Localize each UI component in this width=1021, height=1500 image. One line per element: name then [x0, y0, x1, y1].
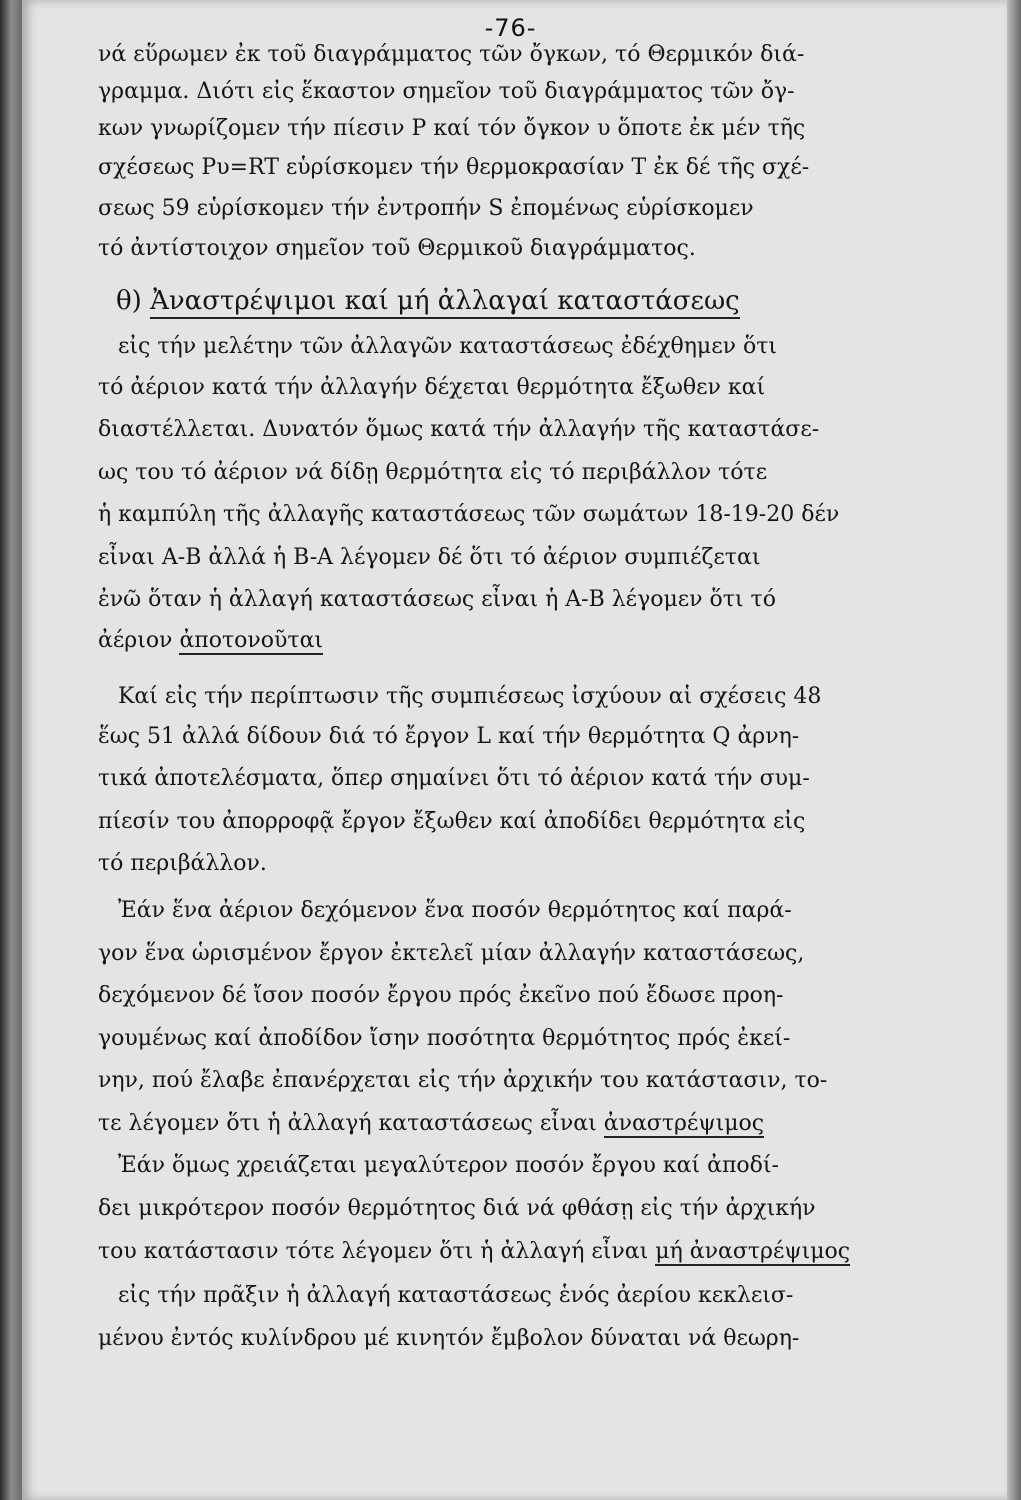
text-line — [98, 1109, 764, 1139]
section-heading-label: θ) — [116, 286, 142, 316]
text-line: εἶναι A-B ἀλλά ἡ B-A λέγομεν δέ ὅτι τό ἀέριον συμπιέζεται — [98, 545, 761, 570]
text-line: τό ἀέριον κατά τήν ἀλλαγήν δέχεται θερμότητα ἔξωθεν καί — [98, 375, 766, 400]
section-heading — [116, 284, 740, 318]
page-right-edge — [1007, 0, 1021, 1500]
text-line: ἐνῶ ὅταν ἡ ἀλλαγή καταστάσεως εἶναι ἡ A-B λέγομεν ὅτι τό — [98, 587, 776, 612]
text-span: τε λέγομεν ὅτι ἡ ἀλλαγή καταστάσεως εἶναι — [98, 1111, 604, 1136]
text-span: ἀέριον — [98, 628, 180, 653]
underlined-term: ἀναστρέψιμος — [603, 1111, 765, 1136]
text-line: μένου ἐντός κυλίνδρου μέ κινητόν ἔμβολον δύναται νά θεωρη- — [98, 1326, 800, 1351]
text-line: γραμμα. Διότι εἰς ἕκαστον σημεῖον τοῦ διαγράμματος τῶν ὄγ- — [98, 79, 795, 104]
text-line: κων γνωρίζομεν τήν πίεσιν P καί τόν ὄγκον υ ὅποτε ἐκ μέν τῆς — [98, 116, 806, 141]
text-line — [98, 626, 323, 656]
text-line — [98, 1237, 850, 1267]
text-span: του κατάστασιν τότε λέγομεν ὅτι ἡ ἀλλαγή εἶναι — [98, 1239, 656, 1264]
section-heading-title: Ἀναστρέψιμοι καί μή ἀλλαγαί καταστάσεως — [150, 286, 740, 319]
text-line: νην, πού ἔλαβε ἐπανέρχεται εἰς τήν ἀρχικήν του κατάστασιν, το- — [98, 1068, 828, 1093]
page-number: -76- — [484, 14, 537, 42]
text-line: εἰς τήν πρᾶξιν ἡ ἀλλαγή καταστάσεως ἑνός ἀερίου κεκλεισ- — [118, 1283, 794, 1308]
text-line: δεχόμενον δέ ἴσον ποσόν ἔργου πρός ἐκεῖνο πού ἔδωσε προη- — [98, 983, 784, 1008]
text-line: γον ἕνα ὡρισμένον ἔργον ἐκτελεῖ μίαν ἀλλαγήν καταστάσεως, — [98, 941, 805, 966]
text-line: ως του τό ἀέριον νά δίδῃ θερμότητα εἰς τό περιβάλλον τότε — [98, 460, 768, 485]
text-line: τό περιβάλλον. — [98, 851, 267, 876]
text-line: σεως 59 εὑρίσκομεν τήν ἐντροπήν S ἐπομένως εὑρίσκομεν — [98, 196, 754, 221]
text-line: διαστέλλεται. Δυνατόν ὅμως κατά τήν ἀλλαγήν τῆς καταστάσε- — [98, 417, 820, 442]
text-line: ἕως 51 ἀλλά δίδουν διά τό ἔργον L καί τήν θερμότητα Q ἀρνη- — [98, 724, 800, 749]
text-line: εἰς τήν μελέτην τῶν ἀλλαγῶν καταστάσεως ἐδέχθημεν ὅτι — [118, 334, 778, 359]
text-line: πίεσίν του ἀπορροφᾷ ἔργον ἔξωθεν καί ἀποδίδει θερμότητα εἰς — [98, 809, 806, 834]
text-line: τό ἀντίστοιχον σημεῖον τοῦ Θερμικοῦ διαγράμματος. — [98, 236, 696, 261]
text-line: ἡ καμπύλη τῆς ἀλλαγῆς καταστάσεως τῶν σωμάτων 18-19-20 δέν — [98, 502, 840, 527]
text-line: Ἐάν ὅμως χρειάζεται μεγαλύτερον ποσόν ἔργου καί ἀποδί- — [118, 1153, 779, 1178]
text-line: γουμένως καί ἀποδίδον ἴσην ποσότητα θερμότητος πρός ἐκεί- — [98, 1026, 791, 1051]
text-line: Ἐάν ἕνα ἀέριον δεχόμενον ἕνα ποσόν θερμότητος καί παρά- — [118, 898, 792, 923]
text-line: τικά ἀποτελέσματα, ὅπερ σημαίνει ὅτι τό ἀέριον κατά τήν συμ- — [98, 766, 810, 791]
text-line: Καί εἰς τήν περίπτωσιν τῆς συμπιέσεως ἰσχύουν αἱ σχέσεις 48 — [118, 684, 822, 709]
text-line: δει μικρότερον ποσόν θερμότητος διά νά φθάσῃ εἰς τήν ἀρχικήν — [98, 1196, 816, 1221]
underlined-term: ἀποτονοῦται — [179, 628, 324, 653]
text-line: σχέσεως Pυ=RT εὑρίσκομεν τήν θερμοκρασίαν T ἐκ δέ τῆς σχέ- — [98, 155, 810, 180]
text-line: νά εὕρωμεν ἐκ τοῦ διαγράμματος τῶν ὄγκων, τό Θερμικόν διά- — [98, 42, 805, 67]
underlined-term: μή ἀναστρέψιμος — [655, 1239, 851, 1264]
